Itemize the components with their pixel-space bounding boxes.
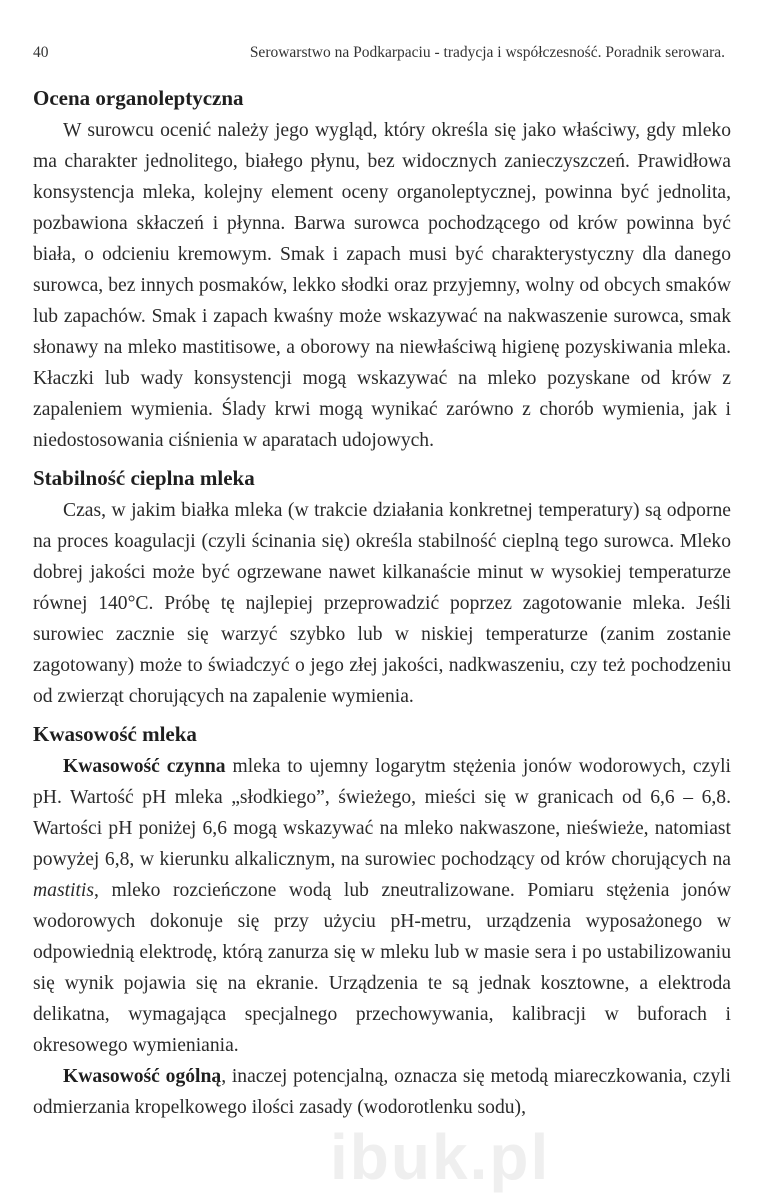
- paragraph-organoleptic: W surowcu ocenić należy jego wygląd, który określa się jako właściwy, gdy mleko ma charakter jednolitego, białego płynu, bez widocznych zanieczyszczeń. Prawidłowa konsystencja mleka, kolejny element oceny organoleptycznej, powinna być jednolita, pozbawiona skłaczeń i płynna. Barwa surowca pochodzącego od krów powinna być biała, o odcieniu kremowym. Smak i zapach musi być charakterystyczny dla danego surowca, bez innych posmaków, lekko słodki oraz przyjemny, wolny od obcych smaków lub zapachów. Smak i zapach kwaśny może wskazywać na nakwaszenie surowca, smak słonawy na mleko mastitisowe, a oborowy na niewłaściwą higienę pozyskiwania mleka. Kłaczki lub wady konsystencji mogą wskazywać na mleko pozyskane od krów z zapaleniem wymienia. Ślady krwi mogą wynikać zarówno z chorób wymienia, jak i niedostosowania ciśnienia w aparatach udojowych.: [33, 120, 731, 451]
- page-content: [33, 86, 731, 1123]
- section-heading-organoleptic: Ocena organoleptyczna: [33, 86, 244, 110]
- running-title: Serowarstwo na Podkarpaciu - tradycja i współczesność. Poradnik serowara.: [249, 44, 725, 61]
- active-acidity-text-b: , mleko rozcieńczone wodą lub zneutralizowane. Pomiaru stężenia jonów wodorowych dokonuje się przy użyciu pH-metru, urządzenia wyposażonego w odpowiednią elektrodę, którą zanurza się w mleku lub w masie sera i po ustabilizowaniu się wynik pojawia się na ekranie. Urządzenia te są jednak kosztowne, a elektroda delikatna, wymagająca specjalnego przechowywania, kalibracji w buforach i okresowego wymieniania.: [33, 880, 731, 1056]
- term-total-acidity: Kwasowość ogólną: [63, 1066, 222, 1087]
- paragraph-total-acidity: [33, 1061, 731, 1123]
- section-heading-acidity: Kwasowość mleka: [33, 722, 197, 746]
- page-number: 40: [33, 44, 49, 61]
- running-header: [33, 44, 725, 62]
- publisher-watermark: ibuk.pl: [330, 1121, 551, 1193]
- active-acidity-text-a: mleka to ujemny logarytm stężenia jonów wodorowych, czyli pH. Wartość pH mleka „słodkiego”, świeżego, mieści się w granicach od 6,6 – 6,8. Wartości pH poniżej 6,6 mogą wskazywać na mleko nakwaszone, nieświeże, natomiast powyżej 6,8, w kierunku alkalicznym, na surowiec pochodzący od krów chorujących na: [33, 756, 731, 870]
- total-acidity-text: , inaczej potencjalną, oznacza się metodą miareczkowania, czyli odmierzania kropelkowego ilości zasady (wodorotlenku sodu),: [33, 1066, 731, 1118]
- term-mastitis: mastitis: [33, 880, 94, 901]
- term-active-acidity: Kwasowość czynna: [63, 756, 226, 777]
- section-heading-thermal-stability: Stabilność cieplna mleka: [33, 466, 255, 490]
- paragraph-thermal-stability: Czas, w jakim białka mleka (w trakcie działania konkretnej temperatury) są odporne na proces koagulacji (czyli ścinania się) określa stabilność cieplną tego surowca. Mleko dobrej jakości może być ogrzewane nawet kilkanaście minut w wysokiej temperaturze równej 140°C. Próbę tę najlepiej przeprowadzić poprzez zagotowanie mleka. Jeśli surowiec zacznie się warzyć szybko lub w niskiej temperaturze (zanim zostanie zagotowany) może to świadczyć o jego złej jakości, nadkwaszeniu, czy też pochodzeniu od zwierząt chorujących na zapalenie wymienia.: [33, 500, 731, 707]
- paragraph-active-acidity: [33, 751, 731, 1061]
